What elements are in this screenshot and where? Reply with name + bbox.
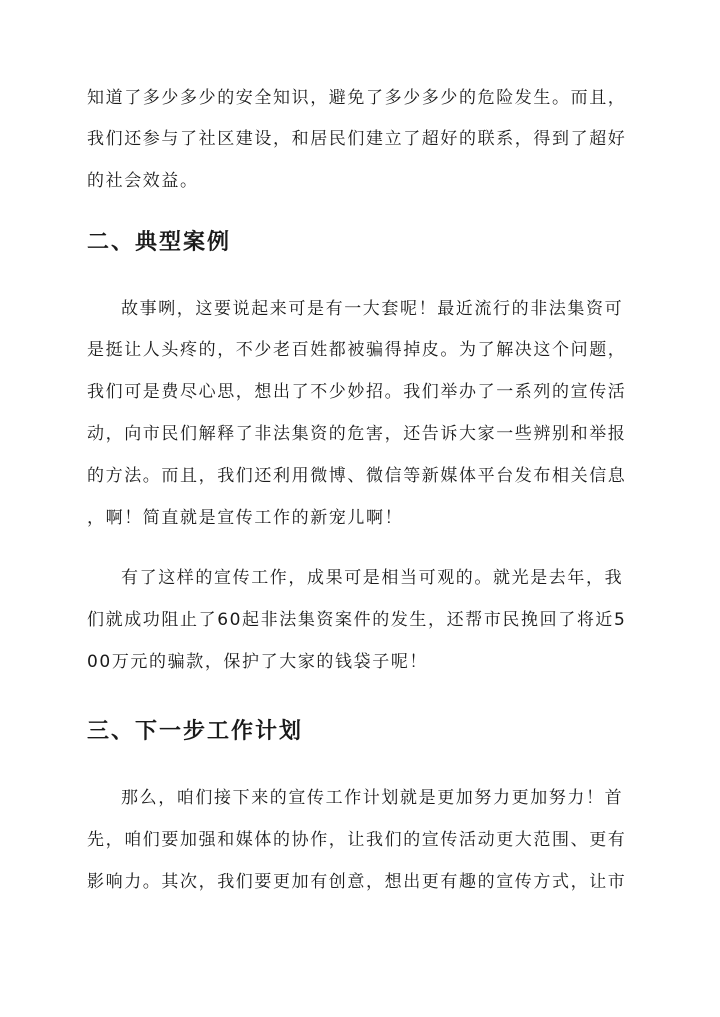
section-2-para-2-line-2: 们就成功阻止了60起非法集资案件的发生，还帮市民挽回了将近5 xyxy=(87,610,627,630)
section-3-para-1-line-3: 影响力。其次，我们要更加有创意，想出更有趣的宣传方式，让市 xyxy=(87,872,627,892)
section-2-para-1-line-1: 故事咧，这要说起来可是有一大套呢！最近流行的非法集资可 xyxy=(121,299,624,319)
section-2-para-1-line-2: 是挺让人头疼的，不少老百姓都被骗得掉皮。为了解决这个问题， xyxy=(87,340,627,360)
section-2-para-2-line-1: 有了这样的宣传工作，成果可是相当可观的。就光是去年，我 xyxy=(121,568,624,588)
section-2-para-1-line-5: 的方法。而且，我们还利用微博、微信等新媒体平台发布相关信息 xyxy=(87,466,627,486)
intro-line-3: 的社会效益。 xyxy=(87,171,199,191)
section-2-para-1-line-3: 我们可是费尽心思，想出了不少妙招。我们举办了一系列的宣传活 xyxy=(87,382,627,402)
intro-line-1: 知道了多少多少的安全知识，避免了多少多少的危险发生。而且， xyxy=(87,88,627,108)
section-2-heading: 二、典型案例 xyxy=(87,230,232,255)
section-2-para-2-line-3: 00万元的骗款，保护了大家的钱袋子呢！ xyxy=(87,652,429,672)
intro-line-2: 我们还参与了社区建设，和居民们建立了超好的联系，得到了超好 xyxy=(87,129,627,149)
section-3-para-1-line-1: 那么，咱们接下来的宣传工作计划就是更加努力更加努力！首 xyxy=(121,788,624,808)
section-3-para-1-line-2: 先，咱们要加强和媒体的协作，让我们的宣传活动更大范围、更有 xyxy=(87,830,627,850)
section-2-para-1-line-4: 动，向市民们解释了非法集资的危害，还告诉大家一些辨别和举报 xyxy=(87,424,627,444)
section-2-para-1-line-6: ，啊！简直就是宣传工作的新宠儿啊！ xyxy=(87,508,404,528)
section-3-heading: 三、下一步工作计划 xyxy=(87,719,304,744)
